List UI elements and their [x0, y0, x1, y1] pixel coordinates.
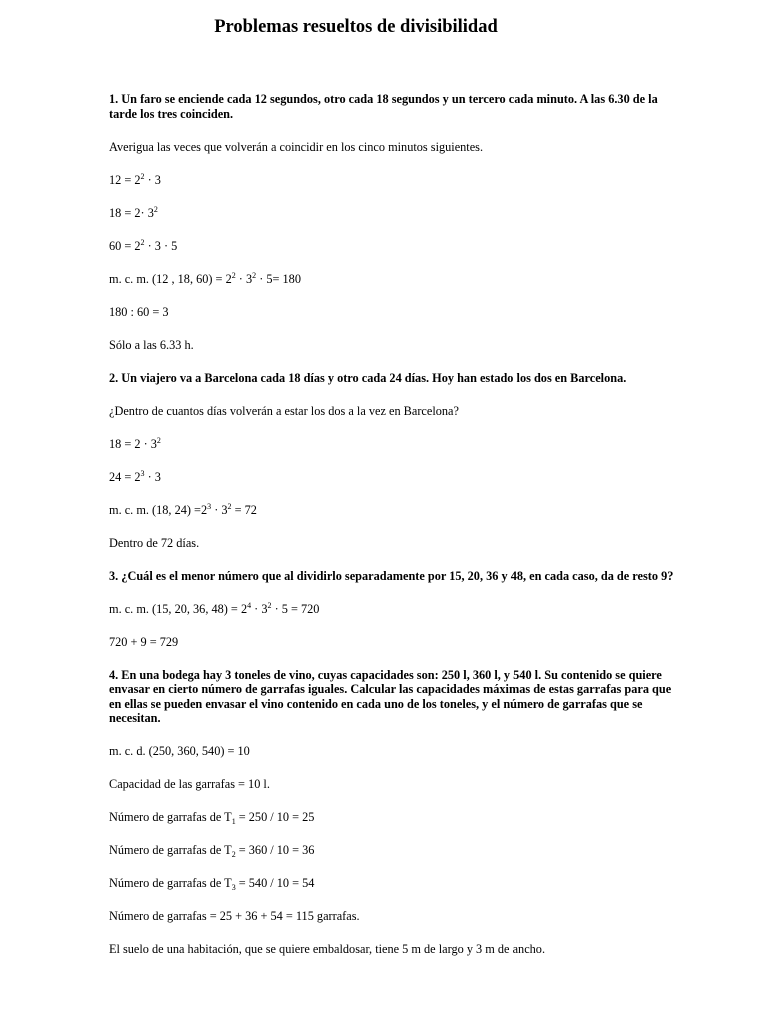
- problem-1-statement: 1. Un faro se enciende cada 12 segundos, otro cada 18 segundos y un tercero cada minuto. A las 6.30 de la tarde los tres coinciden.: [109, 92, 658, 121]
- problem-4-answer: Número de garrafas = 25 + 36 + 54 = 115 garrafas.: [109, 909, 360, 923]
- problem-2-question: ¿Dentro de cuantos días volverán a estar los dos a la vez en Barcelona?: [109, 403, 459, 418]
- problem-2-line-2: $24 = 2^3 \cdot 3$: [109, 468, 161, 484]
- problem-1-question: Averigua las veces que volverán a coincidir en los cinco minutos siguientes.: [109, 139, 484, 154]
- problem-1-line-5: 180 : 60 = 3: [109, 304, 169, 319]
- problem-4-line-1: m. c. d. (250, 360, 540) = 10: [109, 744, 250, 758]
- problem-1-line-3: $60 = 2^2 \cdot 3 \cdot 5$: [109, 237, 178, 253]
- problem-4-statement: 4. En una bodega hay 3 toneles de vino, cuyas capacidades son: 250 l, 360 l, y 540 l. Su contenido se quiere envasar en cierto número de garrafas iguales. Calcular las capacidades máximas de estas garrafas para que en ellas se pueden envasar el vino contenido en cada uno de los toneles, y el número de garrafas que se necesitan.: [109, 667, 672, 725]
- problem-4-line-5: Número de garrafas de $T_3 = 540 / 10 = 54$: [109, 876, 315, 892]
- problem-5-statement: El suelo de una habitación, que se quiere embaldosar, tiene 5 m de largo y 3 m de ancho.: [109, 942, 546, 956]
- problem-1-line-2: $18 = 2\cdot 3^2$: [109, 204, 158, 220]
- problem-2-statement: 2. Un viajero va a Barcelona cada 18 días y otro cada 24 días. Hoy han estado los dos en Barcelona.: [109, 370, 627, 385]
- problem-1-line-4: m. c. m. (12 , 18, $60) = 2^2 \cdot 3^2 \cdot 5= 180$: [109, 270, 301, 286]
- problem-3-line-1: m. c. m. (15, 20, 36, $48) = 2^4 \cdot 3^2 \cdot 5 = 720$: [109, 600, 320, 616]
- problem-2-answer: Dentro de 72 días.: [109, 535, 200, 550]
- problem-4-line-2: Capacidad de las garrafas = 10 l.: [109, 777, 270, 791]
- problem-4-line-3: Número de garrafas de $T_1 = 250 / 10 = 25$: [109, 810, 315, 826]
- problem-1-answer: Sólo a las 6.33 h.: [109, 337, 194, 352]
- problem-2-line-1: $18 = 2 \cdot 3^2$: [109, 435, 161, 451]
- problem-4-line-4: Número de garrafas de $T_2 = 360 / 10 = 36$: [109, 843, 315, 859]
- document-body: [109, 92, 674, 975]
- problem-1-line-1: $12 = 2^2 \cdot 3$: [109, 171, 161, 187]
- problem-3-answer: 720 + 9 = 729: [109, 634, 179, 649]
- problem-3-statement: 3. ¿Cuál es el menor número que al dividirlo separadamente por 15, 20, 36 y 48, en cada caso, da de resto 9?: [109, 568, 674, 583]
- document-title: Problemas resueltos de divisibilidad: [214, 17, 498, 37]
- problem-2-line-3: m. c. m. (18, $24) =2^3 \cdot 3^2 = 72$: [109, 501, 257, 517]
